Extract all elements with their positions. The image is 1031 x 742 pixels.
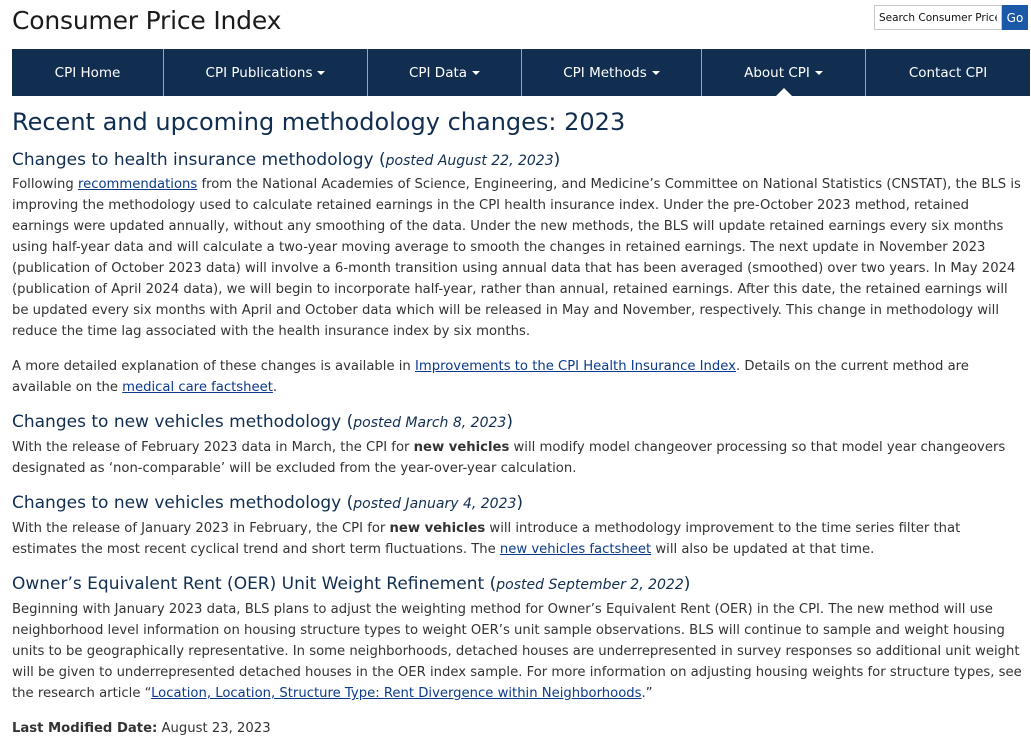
section-heading	[12, 574, 1028, 594]
recommendations-link[interactable]: recommendations	[77, 177, 198, 192]
section-heading-text: Changes to new vehicles methodology	[12, 412, 342, 432]
caret-down-icon	[317, 71, 325, 75]
nav-item-cpi-data[interactable]	[368, 49, 522, 96]
section-paragraph: Following recommendations from the National Academies of Science, Engineering, and Medicine’s Committee on National Statistics (CNSTAT), the BLS is improving the methodology used to calculate retained earnings in the CPI health insurance index. Under the pre-October 2023 method, retained earnings were updated annually, without any smoothing of the data. Under the new methods, the BLS will update retained earnings every six months using half-year data and will calculate a two-year moving average to smooth the changes in retained earnings. The next update in November 2023 (publication of October 2023 data) will involve a 6-month transition using annual data that has been averaged (smoothed) over two years. In May 2024 (publication of April 2024 data), we will begin to incorporate half-year, rather than annual, retained earnings. After this date, the retained earnings will be updated every six months with April and October data which will be released in May and November, respectively. This change in methodology will reduce the time lag associated with the health insurance index by six months.	[12, 177, 1021, 339]
nav-item-label: CPI Data	[408, 64, 468, 81]
caret-down-icon	[652, 71, 660, 75]
section-paragraph: A more detailed explanation of these changes is available in Improvements to the CPI Health Insurance Index. Details on the current method are available on the medical care factsheet.	[12, 359, 969, 395]
site-title[interactable]: Consumer Price Index	[12, 6, 282, 35]
main-content	[12, 108, 1028, 739]
section-heading-text: Changes to health insurance methodology	[12, 150, 374, 170]
section-heading	[12, 412, 1028, 432]
nav-item-label: Contact CPI	[908, 64, 988, 81]
section-heading-text: Owner’s Equivalent Rent (OER) Unit Weight Refinement	[12, 574, 485, 594]
search-input[interactable]	[874, 5, 1002, 30]
search-go-button[interactable]: Go	[1002, 5, 1028, 30]
posted-date: (posted September 2, 2022)	[489, 574, 691, 594]
last-modified-label: Last Modified Date:	[12, 721, 158, 736]
page-title: Recent and upcoming methodology changes: 2023	[12, 108, 626, 136]
section-paragraph: With the release of February 2023 data in March, the CPI for new vehicles will modify model changeover processing so that model year changeovers designated as ‘non-comparable’ will be excluded from the year-over-year calculation.	[12, 440, 1006, 476]
posted-date: (posted January 4, 2023)	[346, 493, 524, 513]
nav-item-contact-cpi[interactable]	[866, 49, 1030, 96]
nav-item-label: CPI Home	[54, 64, 121, 81]
section-heading	[12, 150, 1028, 170]
health-insurance-improvements-link[interactable]: Improvements to the CPI Health Insurance Index	[414, 359, 736, 374]
section-heading	[12, 493, 1028, 513]
medical-care-factsheet-link[interactable]: medical care factsheet	[122, 380, 273, 395]
new-vehicles-factsheet-link[interactable]: new vehicles factsheet	[499, 542, 652, 557]
last-modified	[12, 718, 1028, 739]
posted-date: (posted March 8, 2023)	[346, 412, 513, 432]
nav-item-cpi-methods[interactable]	[522, 49, 702, 96]
search-form	[874, 5, 1028, 30]
section-heading-text: Changes to new vehicles methodology	[12, 493, 342, 513]
main-navigation	[12, 49, 1030, 96]
nav-item-cpi-home[interactable]	[12, 49, 164, 96]
nav-item-label: CPI Publications	[205, 64, 313, 81]
section-paragraph: With the release of January 2023 in February, the CPI for new vehicles will introduce a methodology improvement to the time series filter that estimates the most recent cyclical trend and short term fluctuations. The new vehicles factsheet will also be updated at that time.	[12, 521, 961, 557]
nav-item-label: CPI Methods	[563, 64, 647, 81]
last-modified-value: August 23, 2023	[161, 721, 271, 736]
emphasis-text: new vehicles	[413, 440, 510, 455]
nav-item-about-cpi[interactable]	[702, 49, 866, 96]
nav-item-cpi-publications[interactable]	[164, 49, 368, 96]
research-article-link[interactable]: Location, Location, Structure Type: Rent Divergence within Neighborhoods	[151, 686, 642, 701]
active-indicator-icon	[776, 88, 792, 96]
caret-down-icon	[472, 71, 480, 75]
caret-down-icon	[815, 71, 823, 75]
emphasis-text: new vehicles	[389, 521, 486, 536]
section-paragraph: Beginning with January 2023 data, BLS plans to adjust the weighting method for Owner’s Equivalent Rent (OER) in the CPI. The new method will use neighborhood level information on housing structure types to weight OER’s unit sample observations. BLS will continue to sample and weight housing units to be geographically representative. In some neighborhoods, detached houses are underrepresented in survey responses so additional unit weight will be given to underrepresented detached houses in the OER index sample. For more information on adjusting housing weights for structure types, see the research article “Location, Location, Structure Type: Rent Divergence within Neighborhoods.”	[12, 602, 1022, 701]
posted-date: (posted August 22, 2023)	[379, 150, 561, 170]
nav-item-label: About CPI	[744, 64, 810, 81]
